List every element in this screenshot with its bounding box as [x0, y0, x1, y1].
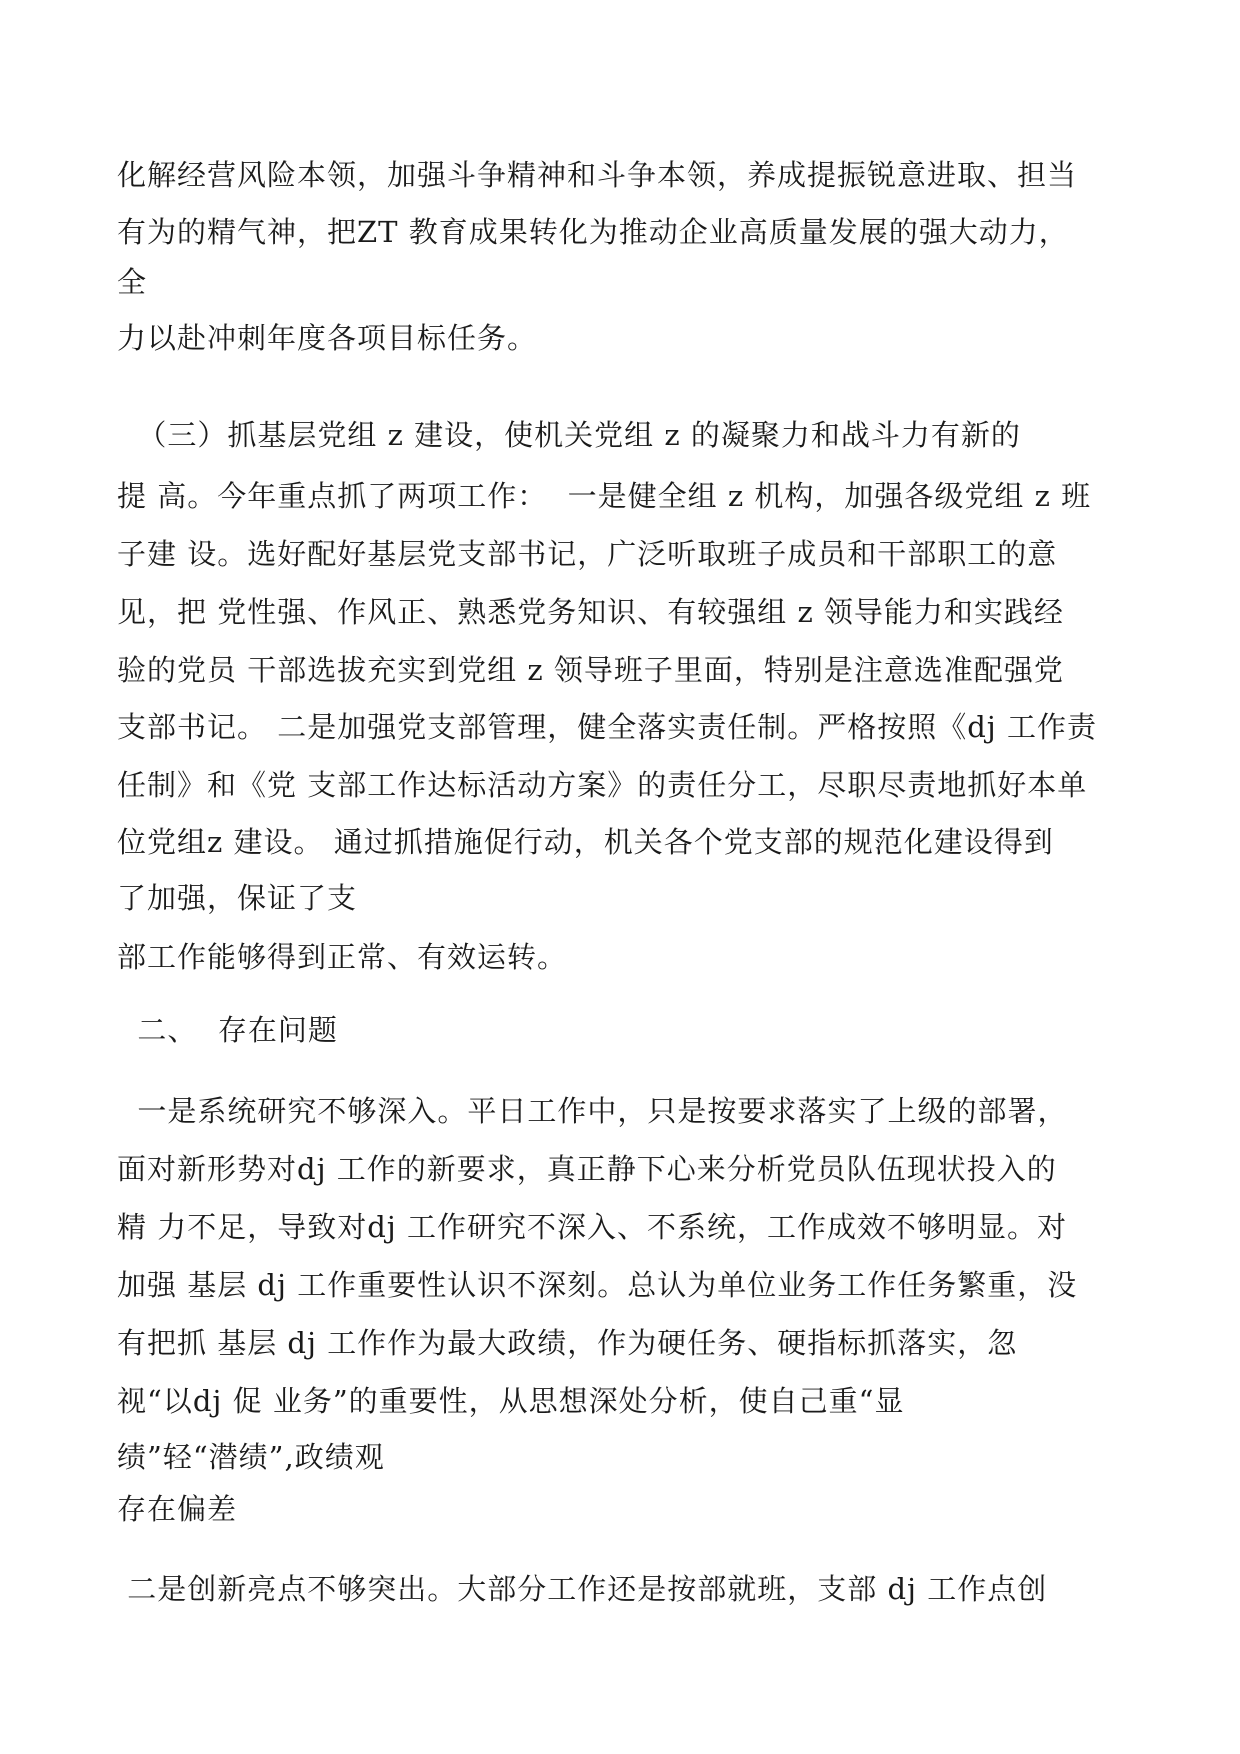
text-line: 了加强，保证了支 [117, 881, 358, 915]
text-line: 精 力不足，导致对dj 工作研究不深入、不系统，工作成效不够明显。对 [117, 1210, 1067, 1244]
text-line: 二是创新亮点不够突出。大部分工作还是按部就班，支部 dj 工作点创 [117, 1572, 1048, 1606]
text-line: 任制》和《党 支部工作达标活动方案》的责任分工，尽职尽责地抓好本单 [117, 768, 1088, 802]
text-line: （三）抓基层党组 z 建设，使机关党组 z 的凝聚力和战斗力有新的 [117, 418, 1021, 452]
text-line: 有把抓 基层 dj 工作作为最大政绩，作为硬任务、硬指标抓落实，忽 [117, 1326, 1018, 1360]
text-line: 验的党员 干部选拔充实到党组 z 领导班子里面，特别是注意选准配强党 [117, 653, 1064, 687]
text-line: 支部书记。 二是加强党支部管理，健全落实责任制。严格按照《dj 工作责 [117, 710, 1097, 744]
text-line: 视“以dj 促 业务”的重要性，从思想深处分析，使自己重“显 [117, 1384, 905, 1418]
text-line: 一是系统研究不够深入。平日工作中，只是按要求落实了上级的部署， [117, 1094, 1068, 1128]
section-heading: 二、 存在问题 [117, 1013, 338, 1047]
text-line: 有为的精气神，把ZT 教育成果转化为推动企业高质量发展的强大动力， [117, 215, 1069, 249]
text-line: 提 高。今年重点抓了两项工作： 一是健全组 z 机构，加强各级党组 z 班 [117, 479, 1092, 513]
text-line: 全 [117, 265, 148, 299]
text-line: 见，把 党性强、作风正、熟悉党务知识、有较强组 z 领导能力和实践经 [117, 595, 1064, 629]
text-line: 力以赴冲刺年度各项目标任务。 [117, 321, 538, 355]
text-line: 加强 基层 dj 工作重要性认识不深刻。总认为单位业务工作任务繁重，没 [117, 1268, 1078, 1302]
text-line: 部工作能够得到正常、有效运转。 [117, 940, 568, 974]
text-line: 子建 设。选好配好基层党支部书记，广泛听取班子成员和干部职工的意 [117, 537, 1058, 571]
text-line: 位党组z 建设。 通过抓措施促行动，机关各个党支部的规范化建设得到 [117, 825, 1054, 859]
text-line: 存在偏差 [117, 1492, 238, 1526]
text-line: 面对新形势对dj 工作的新要求，真正静下心来分析党员队伍现状投入的 [117, 1152, 1057, 1186]
text-line: 绩”轻“潜绩”,政绩观 [117, 1440, 385, 1474]
text-line: 化解经营风险本领，加强斗争精神和斗争本领，养成提振锐意进取、担当 [117, 158, 1078, 192]
